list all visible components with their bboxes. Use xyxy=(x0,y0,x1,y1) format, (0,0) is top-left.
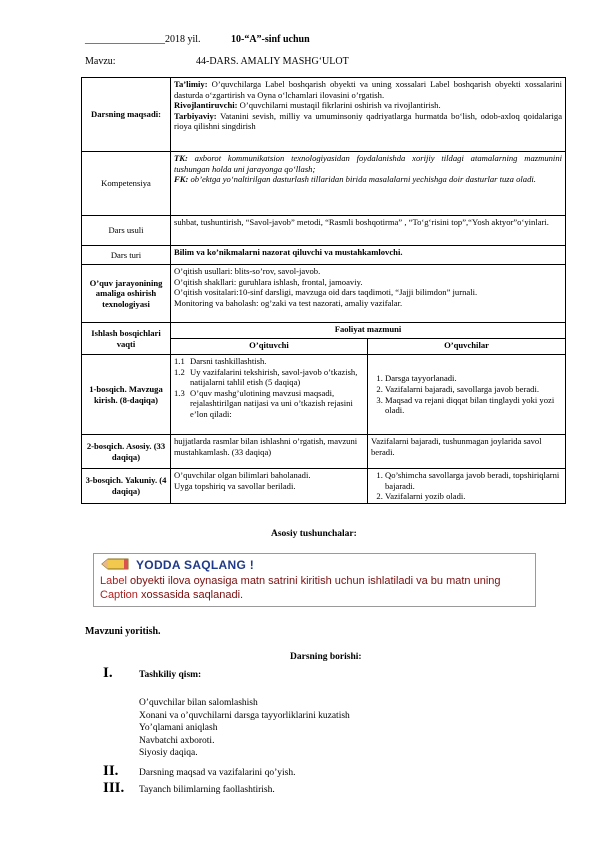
type-text: Bilim va ko’nikmalarni nazorat qiluvchi va mustahkamlovchi. xyxy=(171,246,566,265)
list-item: Yo’qlamani aniqlash xyxy=(139,723,218,734)
lesson-flow-title: Darsning borishi: xyxy=(290,652,362,662)
stage1-students xyxy=(368,355,566,435)
reminder-text xyxy=(100,574,530,602)
topic-coverage: Mavzuni yoritish. xyxy=(85,626,161,637)
stage2-teacher: hujjatlarda rasmlar bilan ishlashni o’rgatish, mavzuni mustahkamlash. (33 daqiqa) xyxy=(171,435,368,469)
competence-cell xyxy=(171,152,566,216)
rivoj-text: O’quvchilarni mustaqil fikrlarini oshirish va rivojlantirish. xyxy=(239,100,441,111)
tarbiya-label: Tarbiyaviy: xyxy=(174,110,217,121)
tech-cell xyxy=(171,265,566,323)
stages-label: Ishlash bosqichlari vaqti xyxy=(82,323,171,355)
stage3-teacher xyxy=(171,469,368,504)
stage2-students: Vazifalarni bajaradi, tushunmagan joylarida savol beradi. xyxy=(368,435,566,469)
stage3-teacher-line-2: Uyga topshiriq va savollar beriladi. xyxy=(174,480,296,491)
list-item: Xonani va o’quvchilarni darsga tayyorliklarini kuzatish xyxy=(139,710,350,721)
goals-label: Darsning maqsadi: xyxy=(82,78,171,152)
list-item: 3. Maqsad va rejani diqqat bilan tinglaydi yoki yozi oladi. xyxy=(385,395,562,416)
student-header: O’quvchilar xyxy=(368,339,566,355)
tech-line-2: O’qitish shakllari: guruhlara ishlash, frontal, jamoaviy. xyxy=(174,276,363,287)
stage1-teacher xyxy=(171,355,368,435)
stage3-students xyxy=(368,469,566,504)
list-item: 1. Darsga tayyorlanadi. xyxy=(385,373,562,384)
stage1-teacher-num: 1.2 xyxy=(174,366,185,377)
list-item: 2. Vazifalarni bajaradi, savollarga javob beradi. xyxy=(385,384,562,395)
tarbiya-text: Vatanini sevish, milliy va umuminsoniy qadriyatlarga hurmatda bo‘lish, odob-axloq qoidalariga rioya qilishni singdirish xyxy=(174,110,563,132)
reminder-text-part: obyekti ilova oynasiga matn satrini kiritish uchun ishlatiladi va bu matn uning xyxy=(126,575,501,587)
section-1-title: Tashkiliy qism: xyxy=(139,670,202,680)
stage1-teacher-num: 1.1 xyxy=(174,356,185,366)
method-text: suhbat, tushuntirish, “Savol-javob” metodi, “Rasmli boshqotirma” , “To‘g‘risini top”,“Yosh aktyor”o‘yinlari. xyxy=(171,216,566,246)
method-label: Dars usuli xyxy=(82,216,171,246)
stage1-teacher-text: Darsni tashkillashtish. xyxy=(190,356,267,366)
tech-label: O’quv jarayonining amaliga oshirish texnologiyasi xyxy=(82,265,171,323)
lesson-title: 44-DARS. AMALIY MASHG‘ULOT xyxy=(196,56,349,67)
tech-line-4: Monitoring va baholash: og’zaki va test nazorati, amaliy vazifalar. xyxy=(174,297,403,308)
section-2-number: II. xyxy=(103,763,119,779)
list-item: O’quvchilar bilan salomlashish xyxy=(139,698,258,708)
talimiy-text: O’quvchilarga Label boshqarish obyekti va uning xossalari Label boshqarish obyekti xossalarini dasturda o‘zgartirish va Oyna o‘lchamlari ilovasini o’rgatish. xyxy=(174,79,562,100)
reminder-title: YODDA SAQLANG ! xyxy=(136,558,255,572)
tk-label: TK: xyxy=(174,153,188,163)
stage1-teacher-item xyxy=(174,367,364,388)
list-item: Navbatchi axboroti. xyxy=(139,735,215,746)
stage1-teacher-text: O’quv mashg’ulotining mavzusi maqsadi, rejalashtirilgan natijasi va uni o’tkazish rejasini e’lon qiladi: xyxy=(190,387,353,419)
rivoj-label: Rivojlantiruvchi: xyxy=(174,100,238,111)
stage2-label: 2-bosqich. Asosiy. (33 daqiqa) xyxy=(82,435,171,469)
teacher-header: O’qituvchi xyxy=(171,339,368,355)
tech-line-3: O’qitish vositalari:10-sinf darsligi, mavzuga oid dars taqdimoti, “Jajji bilimdon” jurnali. xyxy=(174,287,478,298)
reminder-label-keyword: Label xyxy=(100,575,127,587)
stage3-label: 3-bosqich. Yakuniy. (4 daqiqa) xyxy=(82,469,171,504)
list-item: Siyosiy daqiqa. xyxy=(139,748,198,759)
stage1-teacher-text: Uy vazifalarini tekshirish, savol-javob o’tkazish, natijalarni tahlil etish (5 daqiqa) xyxy=(190,366,358,388)
competence-label: Kompetensiya xyxy=(82,152,171,216)
goals-cell xyxy=(171,78,566,152)
reminder-box xyxy=(93,553,536,607)
section-3-number: III. xyxy=(103,780,125,796)
list-item: 1. Qo’shimcha savollarga javob beradi, topshiriqlarni bajaradi. xyxy=(385,470,562,491)
lesson-plan-table xyxy=(81,77,566,504)
pencil-icon xyxy=(100,557,130,571)
content-label: Faoliyat mazmuni xyxy=(171,323,566,339)
reminder-text-part: xossasida saqlanadi. xyxy=(137,589,244,601)
stage1-teacher-item xyxy=(174,356,364,367)
stage1-teacher-item xyxy=(174,388,364,420)
stage1-student-list xyxy=(371,373,562,415)
section-2-title: Darsning maqsad va vazifalarini qo’yish. xyxy=(139,768,296,778)
stage3-student-list xyxy=(371,470,562,502)
class-line: 10-“A”-sinf uchun xyxy=(231,34,310,45)
stage1-teacher-num: 1.3 xyxy=(174,387,185,398)
stage3-teacher-line-1: O’quvchilar olgan bilimlari baholanadi. xyxy=(174,470,311,480)
mavzu-label: Mavzu: xyxy=(85,56,116,67)
section-1-number: I. xyxy=(103,665,113,681)
stage1-label: 1-bosqich. Mavzuga kirish. (8-daqiqa) xyxy=(82,355,171,435)
fk-text: ob’ektga yo‘naltirilgan dasturlash tillaridan birida masalalarni yechishga doir dasturlar tuza oladi. xyxy=(190,174,536,185)
date-line: ________________2018 yil. xyxy=(85,34,201,45)
tech-line-1: O’qitish usullari: blits-so’rov, savol-javob. xyxy=(174,266,321,276)
type-label: Dars turi xyxy=(82,246,171,265)
reminder-caption-keyword: Caption xyxy=(100,589,138,601)
key-concepts-title: Asosiy tushunchalar: xyxy=(271,529,357,539)
talimiy-label: Ta’limiy: xyxy=(174,79,208,89)
list-item: 2. Vazifalarni yozib oladi. xyxy=(385,491,562,502)
section-1-list xyxy=(139,697,350,760)
section-3-title: Tayanch bilimlarning faollashtirish. xyxy=(139,785,275,795)
tk-text: axborot kommunikatsion texnologiyasidan foydalanishda xorijiy tildagi atamalarning mazmunini tushungan holda uni jarayonga qo‘llash; xyxy=(174,153,563,174)
fk-label: FK: xyxy=(174,174,189,185)
